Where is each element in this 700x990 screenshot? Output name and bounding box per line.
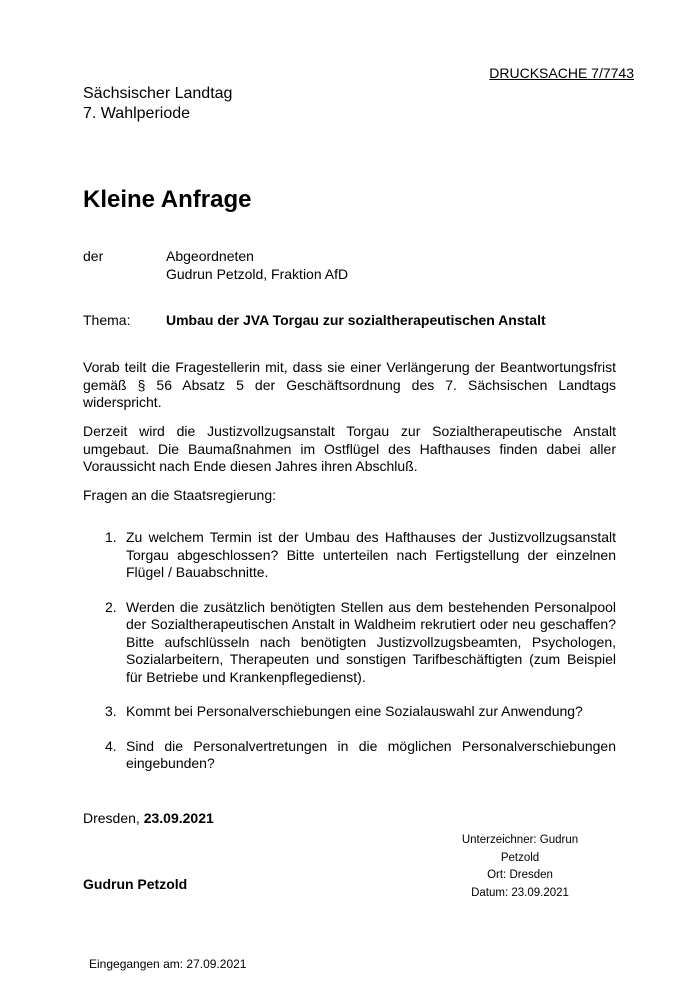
list-item: [83, 703, 616, 721]
paragraph-context: Derzeit wird die Justizvollzugsanstalt Torgau zur Sozialtherapeutische Anstalt umgebaut. Die Baumaßnahmen im Ostflügel des Hafthauses finden dabei aller Voraussicht nach Ende diesen Jahres ihren Abschluß.: [83, 423, 616, 474]
question-text: Werden die zusätzlich benötigten Stellen aus dem bestehenden Personalpool der Sozialtherapeutischen Anstalt in Waldheim rekrutiert oder neu geschaffen? Bitte aufschlüsseln nach benötigten Justizvollzugsbeamten, Psychologen, Sozialarbeitern, Therapeuten und sonstigen Tarifbeschäftigten (zum Beispiel für Betriebe und Krankenpflegedienst).: [126, 598, 616, 685]
author-block: [166, 247, 348, 283]
topic-label: Thema:: [83, 312, 131, 328]
list-item: [83, 529, 616, 582]
list-item: [83, 738, 616, 773]
author-role: Abgeordneten: [166, 248, 254, 264]
legislative-period: 7. Wahlperiode: [83, 105, 191, 122]
question-text: Kommt bei Personalverschiebungen eine Sozialauswahl zur Anwendung?: [126, 703, 583, 719]
topic-text: Umbau der JVA Torgau zur sozialtherapeutischen Anstalt: [166, 312, 546, 328]
author-label: der: [83, 248, 104, 264]
signer-place: Ort: Dresden: [487, 869, 553, 881]
signer-box: [440, 832, 600, 902]
signer-line: Unterzeichner: Gudrun: [461, 834, 579, 846]
page-title: Kleine Anfrage: [83, 186, 252, 213]
parliament-header: [83, 84, 232, 124]
signer-date: Datum: 23.09.2021: [471, 886, 569, 899]
signer-line: Petzold: [500, 851, 540, 864]
author-name: Gudrun Petzold, Fraktion AfD: [166, 266, 349, 282]
question-number: 3.: [105, 703, 117, 719]
question-number: 4.: [105, 737, 117, 754]
document-number: DRUCKSACHE 7/7743: [489, 65, 634, 81]
parliament-name: Sächsischer Landtag: [83, 85, 233, 102]
list-item: [83, 599, 616, 687]
closing-place-date: [83, 810, 214, 826]
received-stamp: Eingegangen am: 27.09.2021: [89, 957, 247, 971]
paragraph-questions-intro: Fragen an die Staatsregierung:: [83, 487, 277, 503]
closing-place: Dresden,: [83, 810, 144, 826]
question-list: [83, 529, 616, 790]
question-text: Zu welchem Termin ist der Umbau des Hafthauses der Justizvollzugsanstalt Torgau abgeschlossen? Bitte unterteilen nach Fertigstellung der einzelnen Flügel / Bauabschnitte.: [126, 529, 616, 580]
closing-date: 23.09.2021: [143, 810, 214, 826]
question-number: 1.: [105, 529, 117, 545]
paragraph-objection: Vorab teilt die Fragestellerin mit, dass sie einer Verlängerung der Beantwortungsfrist gemäß § 56 Absatz 5 der Geschäftsordnung des 7. Sächsischen Landtags widerspricht.: [83, 359, 616, 410]
signature-name: Gudrun Petzold: [83, 876, 188, 892]
question-number: 2.: [105, 598, 117, 615]
question-text: Sind die Personalvertretungen in die möglichen Personalverschiebungen eingebunden?: [126, 737, 616, 771]
